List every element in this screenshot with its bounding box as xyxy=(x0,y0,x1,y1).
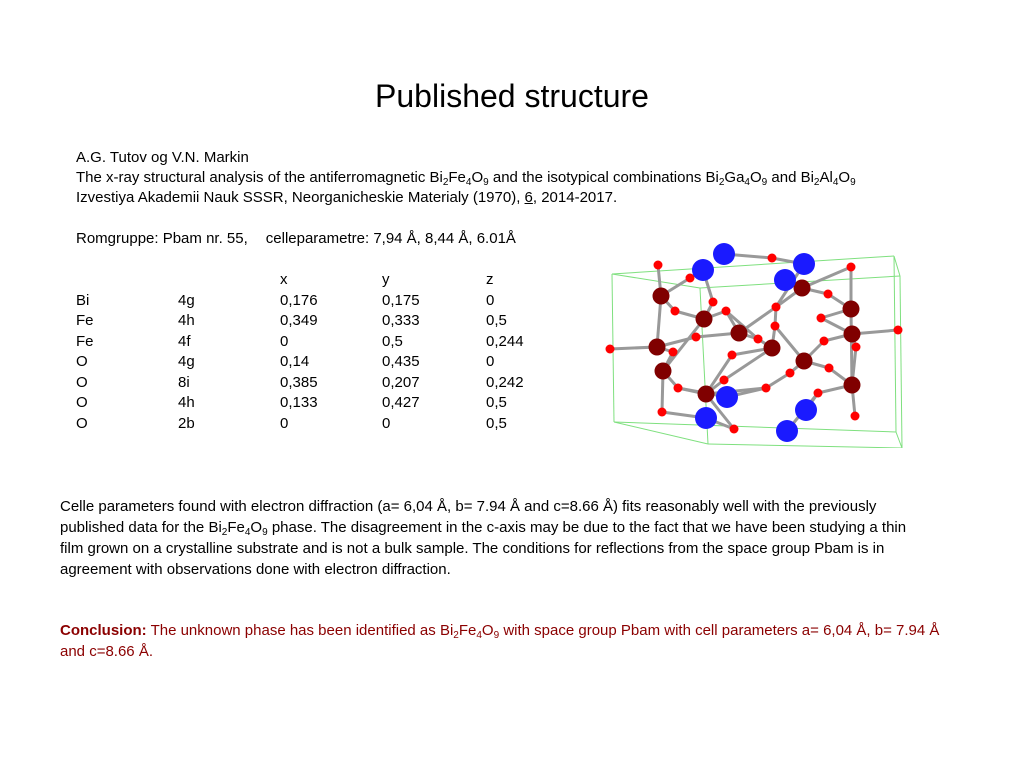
table-cell: 2b xyxy=(178,414,195,432)
oxygen-atom xyxy=(658,408,667,417)
conclusion-paragraph: Conclusion: The unknown phase has been identified as $Bi_2Fe_4O_9$ with space group Pbam with cell parameters a= 6,04 Å, b= 7.94 Å and c=8.66 Å. xyxy=(60,622,940,660)
oxygen-atom xyxy=(771,322,780,331)
table-cell: 0,435 xyxy=(382,353,420,370)
oxygen-atom xyxy=(820,337,829,346)
oxygen-atom xyxy=(768,254,777,263)
reference-journal: Izvestiya Akademii Nauk SSSR, Neorganicheskie Materialy (1970), 6, 2014-2017. xyxy=(76,189,618,206)
oxygen-atom xyxy=(824,290,833,299)
bismuth-atom xyxy=(776,420,798,442)
oxygen-atom xyxy=(772,303,781,312)
iron-atom xyxy=(731,325,748,342)
header-cell xyxy=(178,270,280,291)
table-cell: Bi xyxy=(76,291,90,309)
table-cell: 4h xyxy=(178,312,195,329)
table-cell: 0 xyxy=(486,291,495,309)
table-cell: 8i xyxy=(178,373,190,391)
table-cell: 0,385 xyxy=(280,373,318,391)
iron-atom xyxy=(844,377,861,394)
oxygen-atom xyxy=(825,364,834,373)
unit-cell-edge xyxy=(894,256,900,276)
oxygen-atom xyxy=(722,307,731,316)
oxygen-atom xyxy=(851,412,860,421)
table-cell: Fe xyxy=(76,332,94,350)
table-row xyxy=(76,311,546,332)
iron-atom xyxy=(844,326,861,343)
table-cell: 0 xyxy=(382,414,391,432)
table-cell: 0 xyxy=(486,353,495,370)
oxygen-atom xyxy=(654,261,663,270)
bismuth-atom xyxy=(695,407,717,429)
oxygen-atom xyxy=(674,384,683,393)
table-cell: 0,244 xyxy=(486,332,524,350)
table-row xyxy=(76,393,546,414)
unit-cell-edge xyxy=(894,256,896,432)
iron-atom xyxy=(653,288,670,305)
oxygen-atom xyxy=(847,263,856,272)
unit-cell-edge xyxy=(708,444,902,448)
table-cell: Fe xyxy=(76,312,94,329)
reference-block xyxy=(76,148,856,208)
iron-atom xyxy=(796,353,813,370)
oxygen-atom xyxy=(606,345,615,354)
atom-positions-table xyxy=(76,270,546,434)
iron-atom xyxy=(843,301,860,318)
iron-atom xyxy=(655,363,672,380)
table-cell: 0,5 xyxy=(486,394,507,411)
cell-parameters: celleparametre: 7,94 Å, 8,44 Å, 6.01Å xyxy=(265,230,516,247)
table-header-row xyxy=(76,270,546,291)
bismuth-atom xyxy=(795,399,817,421)
header-cell: x xyxy=(280,271,288,288)
oxygen-atom xyxy=(692,333,701,342)
reference-authors: A.G. Tutov og V.N. Markin xyxy=(76,149,249,166)
table-cell: O xyxy=(76,394,88,411)
table-cell: 0,5 xyxy=(486,312,507,329)
unit-cell-edge xyxy=(614,422,896,432)
table-cell: 4g xyxy=(178,291,195,309)
unit-cell-edge xyxy=(896,432,902,448)
iron-atom xyxy=(696,311,713,328)
oxygen-atom xyxy=(709,298,718,307)
table-cell: 0 xyxy=(280,414,289,432)
oxygen-atom xyxy=(671,307,680,316)
oxygen-atom xyxy=(852,343,861,352)
oxygen-atom xyxy=(786,369,795,378)
table-cell: 0,133 xyxy=(280,394,318,411)
header-cell: z xyxy=(486,271,494,288)
table-cell: 0,207 xyxy=(382,373,420,391)
table-cell: 0,333 xyxy=(382,312,420,329)
table-cell: 0,14 xyxy=(280,353,310,370)
table-cell: 4f xyxy=(178,332,191,350)
table-cell: 0,5 xyxy=(486,414,507,432)
unit-cell-edge xyxy=(900,276,902,448)
iron-atom xyxy=(794,280,811,297)
oxygen-atom xyxy=(762,384,771,393)
conclusion-label: Conclusion: xyxy=(60,622,147,639)
reference-title: The x-ray structural analysis of the antiferromagnetic $Bi_2Fe_4O_9$ and the isotypical combinations $Bi_2Ga_4O_9$ and $Bi_2Al_4O_9$ xyxy=(76,169,856,188)
table-row xyxy=(76,332,546,353)
table-row xyxy=(76,373,546,394)
oxygen-atom xyxy=(730,425,739,434)
table-row xyxy=(76,352,546,373)
iron-atom xyxy=(764,340,781,357)
bismuth-atom xyxy=(793,253,815,275)
table-cell: O xyxy=(76,414,88,432)
crystal-structure-image xyxy=(600,236,912,448)
oxygen-atom xyxy=(754,335,763,344)
header-cell xyxy=(76,270,178,291)
table-cell: O xyxy=(76,353,88,370)
oxygen-atom xyxy=(728,351,737,360)
reference-volume: 6 xyxy=(524,189,533,206)
oxygen-atom xyxy=(894,326,903,335)
table-cell: 4g xyxy=(178,353,195,370)
table-cell: 0,5 xyxy=(382,332,403,350)
table-cell: 0,349 xyxy=(280,312,318,329)
space-group-line xyxy=(76,229,516,249)
table-cell: 0 xyxy=(280,332,289,350)
table-cell: 4h xyxy=(178,394,195,411)
header-cell: y xyxy=(382,271,390,288)
atom-layer xyxy=(606,243,903,442)
table-cell: 0,427 xyxy=(382,394,420,411)
table-cell: O xyxy=(76,373,88,391)
page-title: Published structure xyxy=(375,78,649,114)
bismuth-atom xyxy=(774,269,796,291)
iron-atom xyxy=(649,339,666,356)
oxygen-atom xyxy=(669,348,678,357)
table-cell: 0,242 xyxy=(486,373,524,391)
space-group-label: Romgruppe: Pbam nr. 55, xyxy=(76,230,248,247)
discussion-paragraph: Celle parameters found with electron diffraction (a= 6,04 Å, b= 7.94 Å and c=8.66 Å) fits reasonably well with the previously published data for the $Bi_2Fe_4O_9$ phase. The disagreement in the c-axis may be due to the fact that we have been studying a thin film grown on a crystalline substrate and is not a bulk sample. The conditions for reflections from the space group Pbam is in agreement with observations done with electron diffraction. xyxy=(60,498,907,578)
oxygen-atom xyxy=(814,389,823,398)
bismuth-atom xyxy=(713,243,735,265)
table-cell: 0,175 xyxy=(382,291,420,309)
oxygen-atom xyxy=(720,376,729,385)
bismuth-atom xyxy=(716,386,738,408)
table-row xyxy=(76,291,546,312)
oxygen-atom xyxy=(817,314,826,323)
bismuth-atom xyxy=(692,259,714,281)
table-row xyxy=(76,414,546,435)
table-cell: 0,176 xyxy=(280,291,318,309)
iron-atom xyxy=(698,386,715,403)
